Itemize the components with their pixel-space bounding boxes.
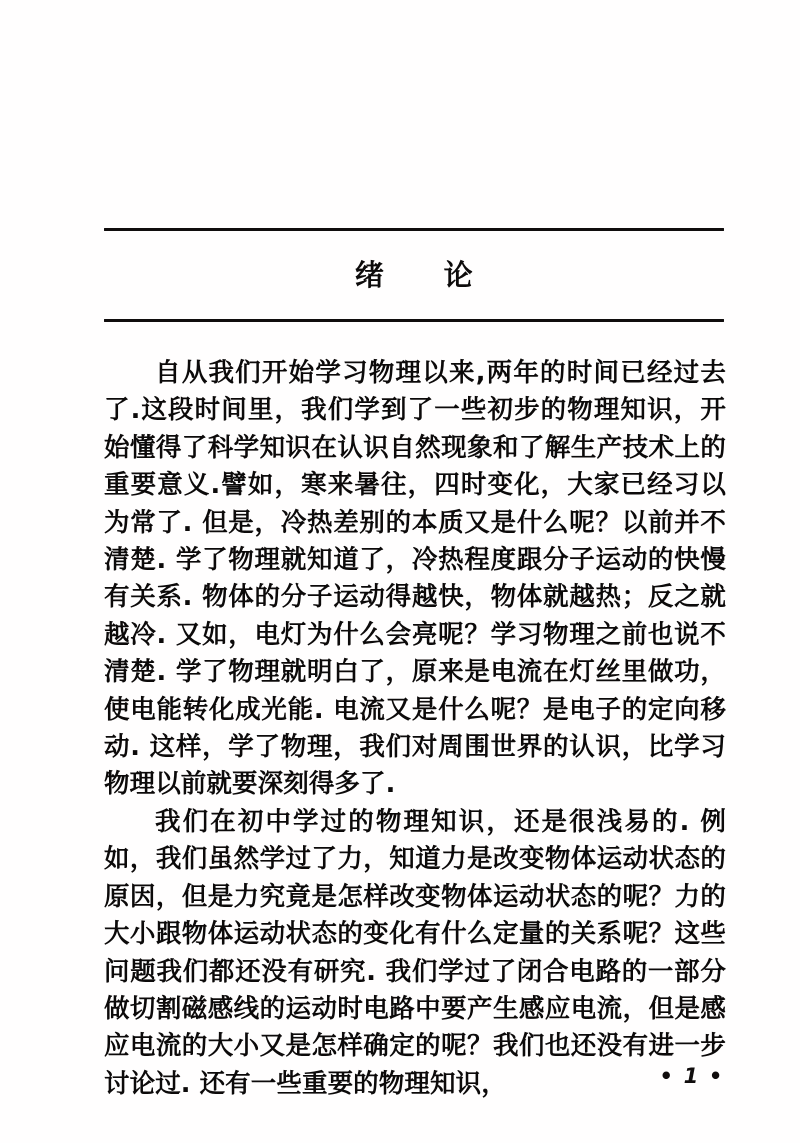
- page-title: 绪 论: [354, 257, 474, 292]
- header-rule-bottom: [104, 319, 724, 322]
- page-number: • 1 •: [659, 1064, 724, 1088]
- paragraph-2: 我们在初中学过的物理知识，还是很浅易的. 例如，我们虽然学过了力，知道力是改变物体运动状态的原因，但是力究竟是怎样改变物体运动状态的呢？力的大小跟物体运动状态的变化有什么定量的关系呢？这些问题我们都还没有研究. 我们学过了闭合电路的一部分做切割磁感线的运动时电路中要产生感应电流，但是感应电流的大小又是怎样确定的呢？我们也还没有进一步讨论过. 还有一些重要的物理知识，: [104, 806, 726, 1099]
- body-text: [104, 355, 726, 1103]
- title-area: [104, 231, 724, 319]
- paragraph-1: 自从我们开始学习物理以来,两年的时间已经过去了.这段时间里，我们学到了一些初步的物理知识，开始懂得了科学知识在认识自然现象和了解生产技术上的重要意义.譬如，寒来暑往，四时变化，大家已经习以为常了. 但是，冷热差别的本质又是什么呢？以前并不清楚. 学了物理就知道了，冷热程度跟分子运动的快慢有关系. 物体的分子运动得越快，物体就越热；反之就越冷. 又如，电灯为什么会亮呢？学习物理之前也说不清楚. 学了物理就明白了，原来是电流在灯丝里做功，使电能转化成光能. 电流又是什么呢？是电子的定向移动. 这样，学了物理，我们对周围世界的认识，比学习物理以前就要深刻得多了.: [104, 358, 726, 800]
- chapter-header: [104, 228, 724, 322]
